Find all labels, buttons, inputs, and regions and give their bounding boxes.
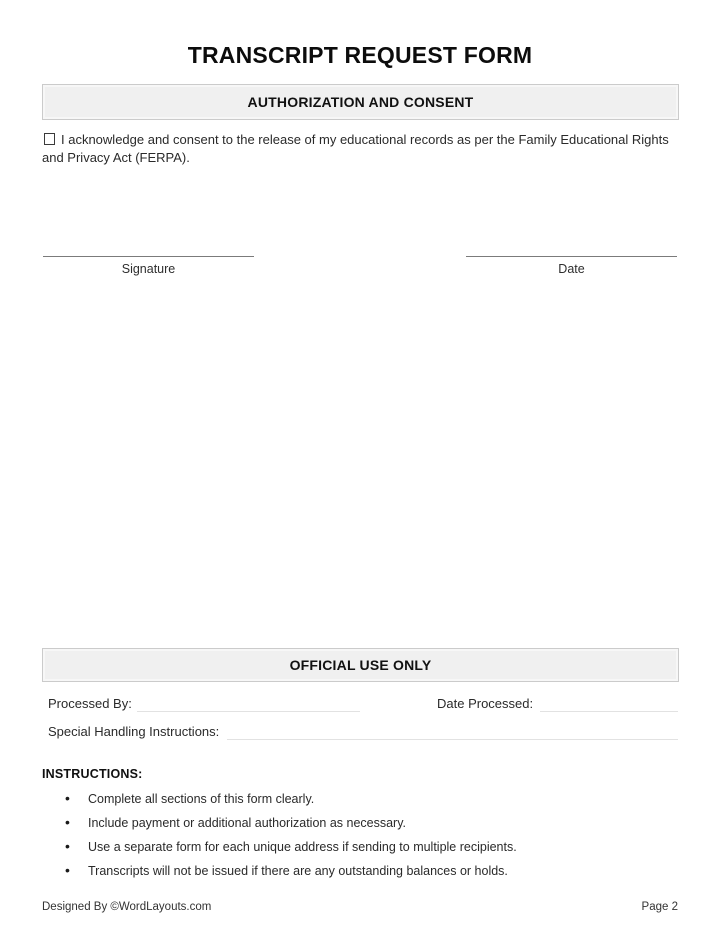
ferpa-consent-checkbox[interactable] [44, 133, 55, 145]
consent-text: I acknowledge and consent to the release of my educational records as per the Family Educational Rights and Privacy Act (FERPA). [42, 132, 669, 165]
instruction-item: • Include payment or additional authorization as necessary. [65, 817, 665, 831]
authorization-section-header [42, 84, 679, 120]
signature-label: Signature [121, 262, 176, 276]
date-field [466, 256, 677, 276]
instruction-item: • Transcripts will not be issued if there are any outstanding balances or holds. [65, 865, 665, 879]
special-handling-input[interactable] [227, 739, 678, 740]
page-title: TRANSCRIPT REQUEST FORM [187, 42, 533, 68]
footer-credit: Designed By ©WordLayouts.com [42, 901, 212, 913]
official-use-section-header [42, 648, 679, 682]
official-use-section-header-label: OFFICIAL USE ONLY [289, 657, 432, 673]
footer-page-number: Page 2 [641, 901, 678, 913]
instructions-header: INSTRUCTIONS: [42, 767, 143, 781]
date-line[interactable] [466, 256, 677, 257]
signature-line[interactable] [43, 256, 254, 257]
processed-by-input[interactable] [137, 711, 360, 712]
consent-paragraph [42, 131, 674, 166]
date-processed-input[interactable] [540, 711, 678, 712]
date-label: Date [558, 262, 585, 276]
date-processed-label: Date Processed: [437, 696, 534, 711]
instructions-list [65, 793, 665, 889]
special-handling-label: Special Handling Instructions: [48, 724, 220, 739]
processed-by-label: Processed By: [48, 696, 132, 711]
authorization-section-header-label: AUTHORIZATION AND CONSENT [247, 94, 474, 110]
instruction-item: • Complete all sections of this form clearly. [65, 793, 665, 807]
signature-field [43, 256, 254, 276]
instruction-item: • Use a separate form for each unique address if sending to multiple recipients. [65, 841, 665, 855]
